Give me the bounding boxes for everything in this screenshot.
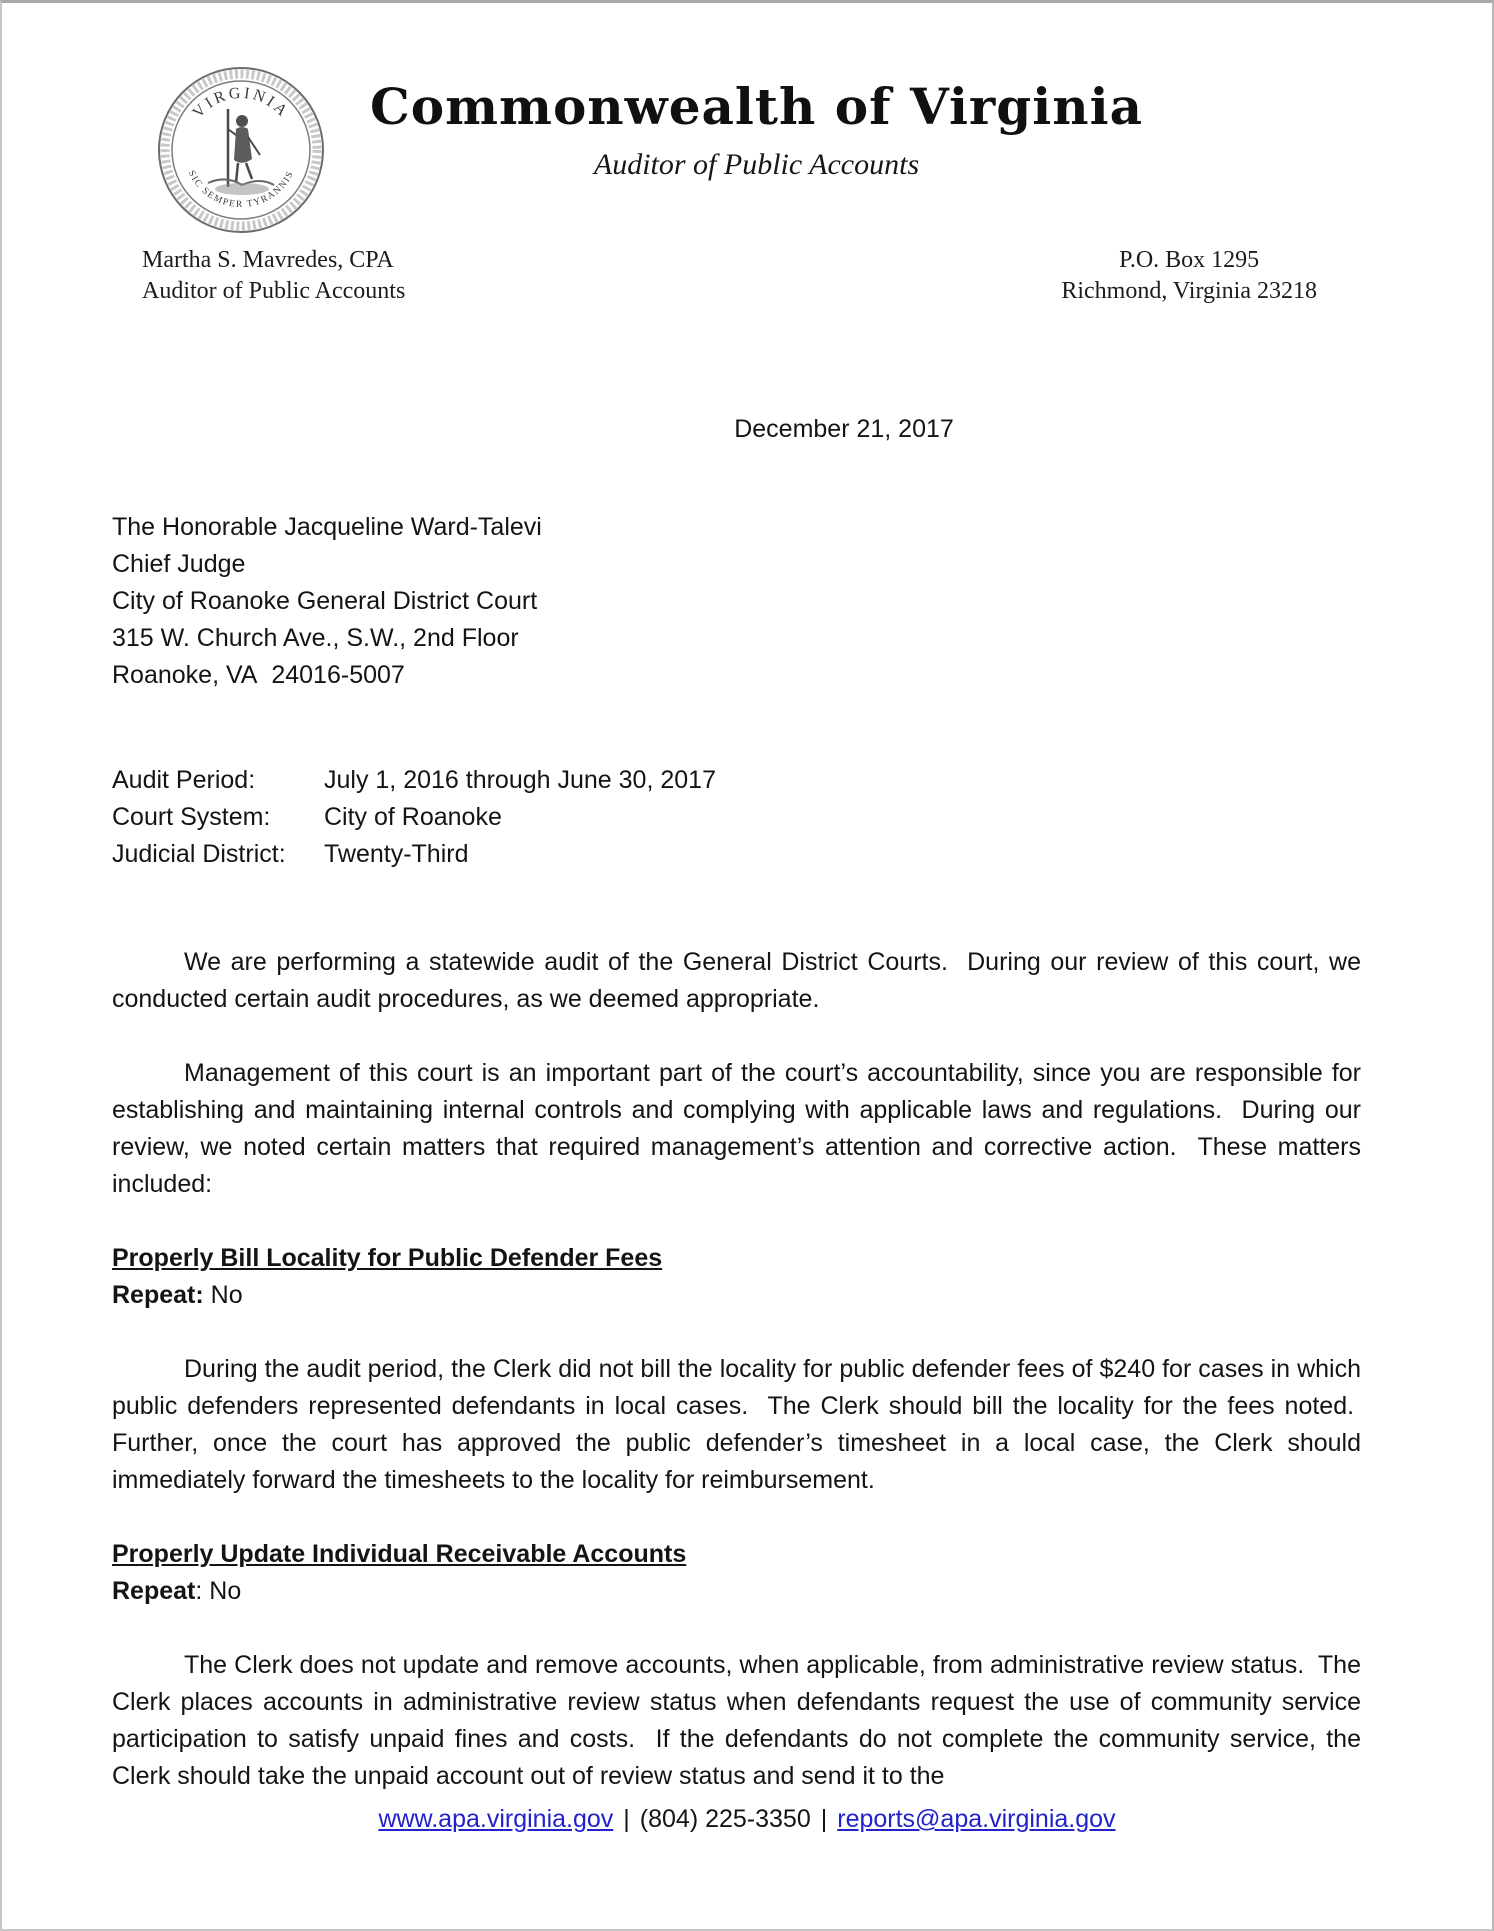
virtus-figure <box>208 109 274 195</box>
audit-period-row <box>112 762 1361 799</box>
recipient-street: 315 W. Church Ave., S.W., 2nd Floor <box>112 624 519 652</box>
letterhead-credits <box>112 245 1361 307</box>
paragraph-intro: We are performing a statewide audit of the General District Courts. During our review of this court, we conducted certain audit procedures, as we deemed appropriate. <box>112 948 1361 1013</box>
page-footer <box>2 1801 1492 1838</box>
repeat-label: Repeat: <box>112 1281 204 1309</box>
website-link[interactable]: www.apa.virginia.gov <box>378 1805 614 1833</box>
judicial-district-row <box>112 836 1361 873</box>
finding-body: The Clerk does not update and remove accounts, when applicable, from administrative review status. The Clerk places accounts in administrative review status when defendants request the use of community service participation to satisfy unpaid fines and costs. If the defendants do not complete the community service, the Clerk should take the unpaid account out of review status and send it to the <box>112 1651 1361 1790</box>
recipient-city: Roanoke, VA 24016-5007 <box>112 661 405 689</box>
letterhead <box>112 65 1361 237</box>
recipient-block <box>112 509 1361 694</box>
phone-number: (804) 225-3350 <box>639 1805 811 1833</box>
footer-separator: | <box>623 1805 630 1833</box>
office-address-block <box>1061 245 1317 307</box>
audit-period-label: Audit Period: <box>112 766 256 794</box>
repeat-label: Repeat <box>112 1577 196 1605</box>
city-state-zip-line: Richmond, Virginia 23218 <box>1061 278 1317 304</box>
finding-heading: Properly Bill Locality for Public Defender Fees <box>112 1244 663 1272</box>
finding-receivable-accounts <box>112 1536 1361 1795</box>
po-box-line: P.O. Box 1295 <box>1119 247 1260 273</box>
audit-period-value: July 1, 2016 through June 30, 2017 <box>324 766 716 794</box>
repeat-value: : No <box>195 1577 242 1605</box>
commonwealth-title: Commonwealth of Virginia <box>370 77 1143 136</box>
recipient-court: City of Roanoke General District Court <box>112 587 538 615</box>
paragraph-management: Management of this court is an important part of the court’s accountability, since you are responsible for establishing and maintaining internal controls and complying with applicable laws and regulations. During our review, we noted certain matters that required management’s attention and corrective action. These matters included: <box>112 1059 1361 1198</box>
court-system-label: Court System: <box>112 803 271 831</box>
agency-subtitle: Auditor of Public Accounts <box>593 148 920 181</box>
virginia-state-seal-icon <box>156 65 326 235</box>
audit-info-block <box>112 762 1361 873</box>
finding-public-defender-fees <box>112 1240 1361 1499</box>
finding-body: During the audit period, the Clerk did not bill the locality for public defender fees of $240 for cases in which public defenders represented defendants in local cases. The Clerk should bill the locality for the fees noted. Further, once the court has approved the public defender’s timesheet in a local case, the Clerk should immediately forward the timesheets to the locality for reimbursement. <box>112 1355 1361 1494</box>
recipient-title: Chief Judge <box>112 550 246 578</box>
auditor-credit-block <box>142 245 405 307</box>
footer-separator: | <box>820 1805 828 1833</box>
seal-top-text: VIRGINIA <box>189 84 293 122</box>
auditor-title: Auditor of Public Accounts <box>142 278 406 304</box>
judicial-district-label: Judicial District: <box>112 840 286 868</box>
recipient-name: The Honorable Jacqueline Ward-Talevi <box>112 513 542 541</box>
court-system-value: City of Roanoke <box>324 803 502 831</box>
auditor-name: Martha S. Mavredes, CPA <box>142 247 394 273</box>
repeat-line <box>112 1277 1361 1314</box>
repeat-line <box>112 1573 1361 1610</box>
court-system-row <box>112 799 1361 836</box>
finding-heading: Properly Update Individual Receivable Accounts <box>112 1540 687 1568</box>
repeat-value: No <box>203 1281 243 1309</box>
judicial-district-value: Twenty-Third <box>324 840 469 868</box>
letter-date: December 21, 2017 <box>734 415 954 443</box>
seal-bottom-text: SIC SEMPER TYRANNIS <box>185 169 297 211</box>
email-link[interactable]: reports@apa.virginia.gov <box>837 1805 1116 1833</box>
